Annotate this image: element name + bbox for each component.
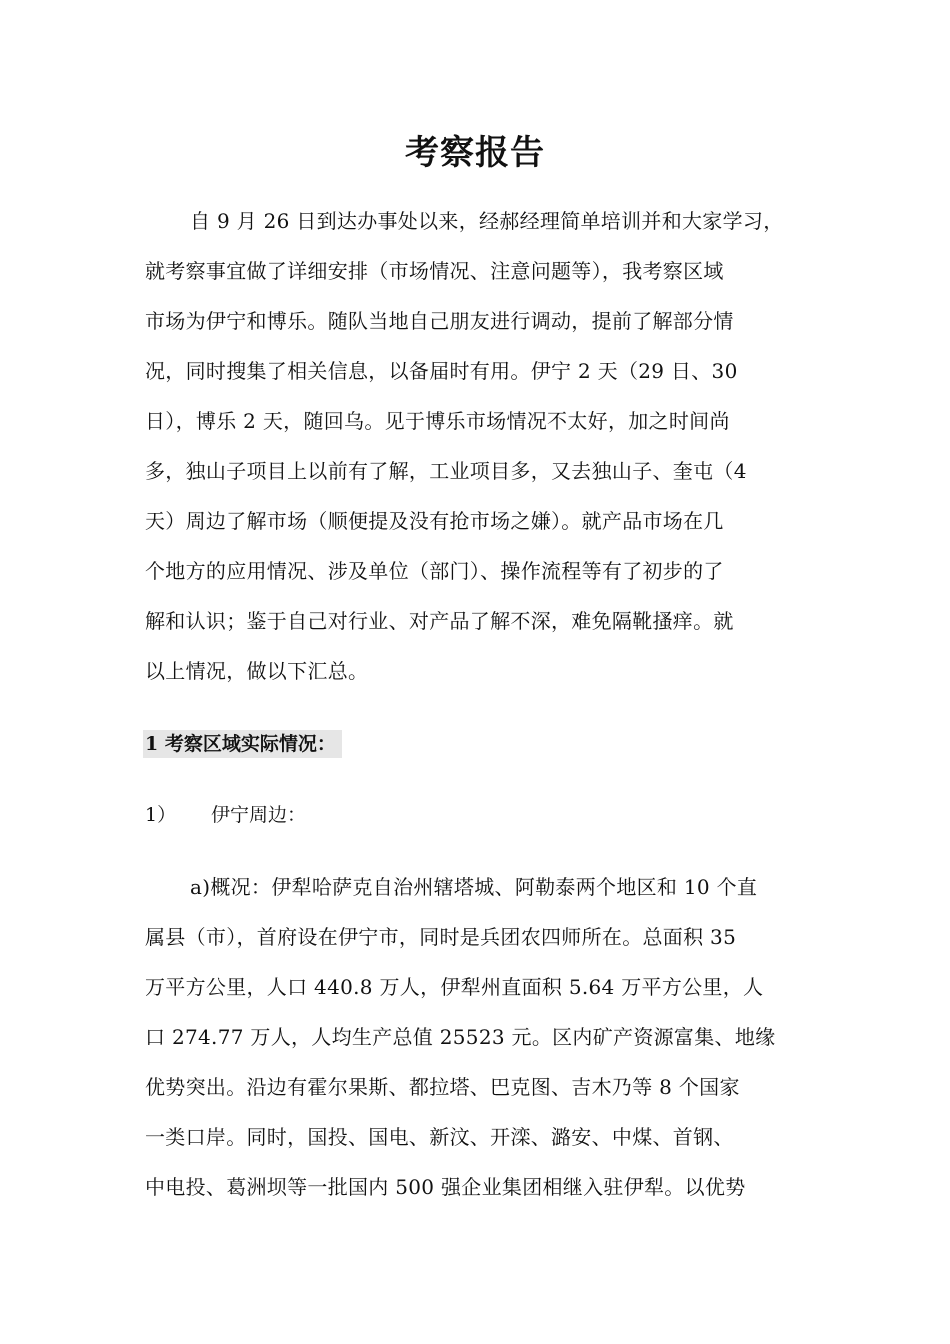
text-line: 解和认识；鉴于自己对行业、对产品了解不深，难免隔靴搔痒。就	[145, 609, 734, 633]
overview-paragraph	[145, 862, 817, 1212]
text-line: 市场为伊宁和博乐。随队当地自己朋友进行调动，提前了解部分情	[145, 309, 734, 333]
subsection-number: 1）	[145, 804, 177, 826]
text-line: 多，独山子项目上以前有了解，工业项目多，又去独山子、奎屯（4	[145, 459, 747, 483]
subsection-title: 伊宁周边：	[211, 804, 307, 826]
intro-paragraph	[145, 196, 817, 696]
text-line: 日），博乐 2 天，随回乌。见于博乐市场情况不太好，加之时间尚	[145, 409, 730, 433]
subsection-heading	[145, 797, 306, 833]
text-line: a)概况：伊犁哈萨克自治州辖塔城、阿勒泰两个地区和 10 个直	[190, 875, 758, 899]
text-line: 自 9 月 26 日到达办事处以来，经郝经理简单培训并和大家学习，	[190, 209, 784, 233]
text-line: 口 274.77 万人，人均生产总值 25523 元。区内矿产资源富集、地缘	[145, 1025, 776, 1049]
document-title: 考察报告	[405, 133, 545, 173]
text-line: 况，同时搜集了相关信息，以备届时有用。伊宁 2 天（29 日、30	[145, 359, 738, 383]
text-line: 万平方公里，人口 440.8 万人，伊犁州直面积 5.64 万平方公里，人	[145, 975, 764, 999]
text-line: 就考察事宜做了详细安排（市场情况、注意问题等），我考察区域	[145, 259, 724, 283]
text-line: 以上情况，做以下汇总。	[145, 659, 369, 683]
text-line: 个地方的应用情况、涉及单位（部门）、操作流程等有了初步的了	[145, 559, 724, 583]
text-line: 属县（市），首府设在伊宁市，同时是兵团农四师所在。总面积 35	[145, 925, 737, 949]
text-line: 天）周边了解市场（顺便提及没有抢市场之嫌）。就产品市场在几	[145, 509, 724, 533]
text-line: 优势突出。沿边有霍尔果斯、都拉塔、巴克图、吉木乃等 8 个国家	[145, 1075, 740, 1099]
text-line: 一类口岸。同时，国投、国电、新汶、开滦、潞安、中煤、首钢、	[145, 1125, 734, 1149]
text-line: 中电投、葛洲坝等一批国内 500 强企业集团相继入驻伊犁。以优势	[145, 1175, 746, 1199]
section-heading: 1 考察区域实际情况：	[143, 730, 342, 758]
